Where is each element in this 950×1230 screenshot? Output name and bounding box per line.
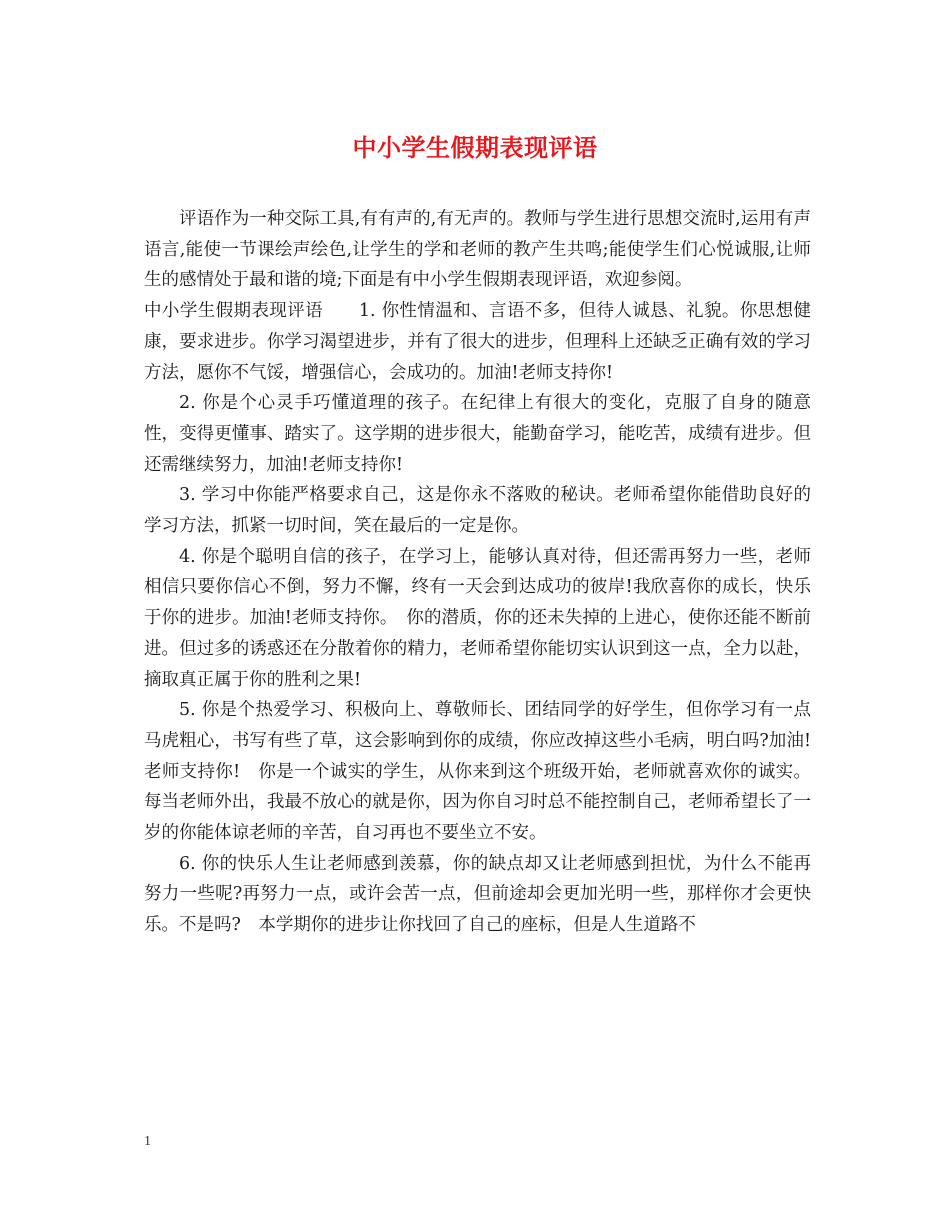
document-body <box>144 204 811 941</box>
page-number: 1 <box>144 1134 151 1149</box>
comment-paragraph-4: 4. 你是个聪明自信的孩子，在学习上，能够认真对待，但还需再努力一些，老师相信只要你信心不倒，努力不懈，终有一天会到达成功的彼岸!我欣喜你的成长，快乐于你的进步。加油!老师支持你。 你的潜质，你的还未失掉的上进心，使你还能不断前进。但过多的诱惑还在分散着你的精力，老师希望你能切实认识到这一点，全力以赴，摘取真正属于你的胜利之果! <box>144 546 811 690</box>
comment-paragraph-5: 5. 你是个热爱学习、积极向上、尊敬师长、团结同学的好学生，但你学习有一点马虎粗心，书写有些了草，这会影响到你的成绩，你应改掉这些小毛病，明白吗?加油!老师支持你! 你是一个诚实的学生，从你来到这个班级开始，老师就喜欢你的诚实。每当老师外出，我最不放心的就是你，因为你自习时总不能控制自己，老师希望长了一岁的你能体谅老师的辛苦，自习再也不要坐立不安。 <box>144 700 811 844</box>
document-title: 中小学生假期表现评语 <box>352 133 598 162</box>
comment-paragraph-2: 2. 你是个心灵手巧懂道理的孩子。在纪律上有很大的变化，克服了自身的随意性，变得更懂事、踏实了。这学期的进步很大，能勤奋学习，能吃苦，成绩有进步。但还需继续努力，加油!老师支持你! <box>144 393 811 475</box>
intro-paragraph: 评语作为一种交际工具,有有声的,有无声的。教师与学生进行思想交流时,运用有声语言,能使一节课绘声绘色,让学生的学和老师的教产生共鸣;能使学生们心悦诚服,让师生的感情处于最和谐的境;下面是有中小学生假期表现评语，欢迎参阅。 <box>144 209 811 291</box>
comment-paragraph-1: 中小学生假期表现评语 1. 你性情温和、言语不多，但待人诚恳、礼貌。你思想健康，要求进步。你学习渴望进步，并有了很大的进步，但理科上还缺乏正确有效的学习方法，愿你不气馁，增强信心，会成功的。加油!老师支持你! <box>144 301 811 383</box>
comment-paragraph-3: 3. 学习中你能严格要求自己，这是你永不落败的秘诀。老师希望你能借助良好的学习方法，抓紧一切时间，笑在最后的一定是你。 <box>144 485 811 537</box>
comment-paragraph-6: 6. 你的快乐人生让老师感到羡慕，你的缺点却又让老师感到担忧，为什么不能再努力一些呢?再努力一点，或许会苦一点，但前途却会更加光明一些，那样你才会更快乐。不是吗? 本学期你的进步让你找回了自己的座标，但是人生道路不 <box>144 853 811 936</box>
